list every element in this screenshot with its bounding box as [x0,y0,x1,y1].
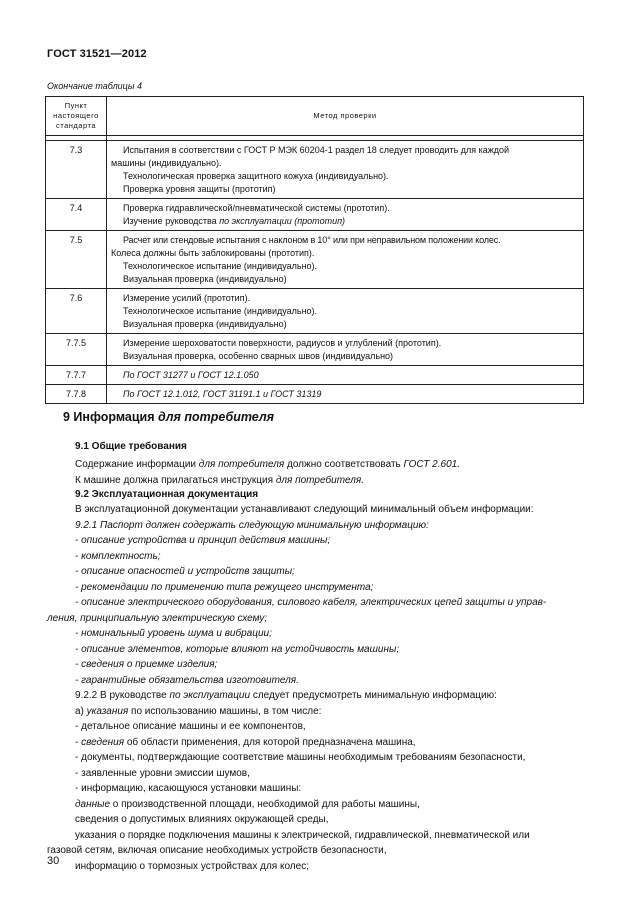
method-line: Испытания в соответствии с ГОСТ Р МЭК 60204-1 раздел 18 следует проводить для каждой [123,145,510,155]
text-run-italic: для потребителя [198,459,285,470]
subsection-9-1-body [47,457,584,488]
list-item-continuation: ления, принципиальную электрическую схему; [47,612,268,624]
method-line: Колеса должны быть заблокированы (прототип). [111,248,315,258]
text-run: К машине должна прилагаться инструкция [75,474,276,486]
list-item: - комплектность; [75,550,161,562]
text-run-italic: сведения [81,736,125,748]
list-item: указания о порядке подключения машины к электрической, гидравлической, пневматической или [75,829,530,841]
text-run-italic: для потребителя. [275,474,365,486]
list-item-continuation: газовой сетям, включая описание необходимых устройств безопасности, [47,845,387,856]
list-item: - описание устройства и принцип действия машины; [75,535,331,546]
table-row [46,385,584,404]
text-run: должно соответствовать [284,459,404,470]
table-row [46,141,584,199]
text-run: - [75,736,82,748]
paragraph [47,473,584,489]
list-item: - детальное описание машины и ее компонентов, [75,721,306,732]
method-line: Измерение усилий (прототип). [123,293,251,303]
method-line: По ГОСТ 31277 и ГОСТ 12.1.050 [123,370,259,380]
method-line: Визуальная проверка, особенно сварных швов (индивидуально) [123,351,394,361]
method-line [123,215,579,228]
method-text: Изучение руководства [123,216,217,226]
method-line: Проверка уровня защиты (прототип) [123,184,276,194]
clause-number: 7.7.8 [46,385,107,404]
text-run: следует предусмотреть минимальную информацию: [250,690,497,701]
text-run: по использованию машины, в том числе: [128,705,322,717]
subsection-9-2-body [47,502,584,874]
method-line: Проверка гидравлической/пневматической системы (прототип). [123,203,390,213]
paragraph: В эксплуатационной документации устанавливают следующий минимальный объем информации: [75,504,534,515]
method-cell [107,334,584,366]
section-title-italic: для потребителя [158,410,275,424]
list-item: - рекомендации по применению типа режущего инструмента; [75,581,374,593]
method-cell [107,141,584,199]
list-item [47,704,584,720]
table-row [46,334,584,366]
clause-number: 7.3 [46,141,107,199]
list-item: - информацию, касающуюся установки машины: [75,783,302,794]
text-run-italic: ГОСТ 2.601. [403,459,460,470]
clause-number: 7.6 [46,289,107,334]
list-item: - гарантийные обязательства изготовителя. [75,674,299,686]
clause-number: 7.4 [46,199,107,231]
table-header-row [46,97,584,136]
method-text-italic: по эксплуатации (прототип) [219,216,346,226]
clause-number: 7.7.5 [46,334,107,366]
section-title-text: 9 Информация [63,410,159,424]
table-caption: Окончание таблицы 4 [47,81,142,91]
method-line: По ГОСТ 12.1.012, ГОСТ 31191.1 и ГОСТ 31319 [123,389,322,399]
text-run: Содержание информации [75,459,199,470]
list-item: - описание элементов, которые влияют на устойчивость машины; [75,643,400,655]
paragraph [47,457,584,473]
table-row [46,231,584,289]
method-line: Технологическая проверка защитного кожуха (индивидуально). [123,171,389,181]
subsection-9-1-title: 9.1 Общие требования [75,441,187,452]
text-run-italic: данные [75,798,111,810]
section-9-title [63,410,274,424]
list-item: - заявленные уровни эмиссии шумов, [75,767,250,779]
table-row [46,289,584,334]
method-line: Технологическое испытание (индивидуально). [123,261,318,271]
text-run-italic: по эксплуатации [169,690,251,701]
text-run-italic: указания [86,705,129,717]
text-run: о производственной площади, необходимой для работы машины, [110,798,420,810]
list-item: - описание электрического оборудования, силового кабеля, электрических цепей защиты и управ- [75,597,547,608]
paragraph [47,688,584,704]
method-line: Визуальная проверка (индивидуально) [123,319,287,329]
col-header-method: Метод проверки [107,97,584,136]
list-item: информацию о тормозных устройствах для колес; [75,860,309,872]
method-cell [107,366,584,385]
method-line: Технологическое испытание (индивидуально). [123,306,318,316]
table-row [46,199,584,231]
list-item [47,735,584,751]
clause-number: 7.5 [46,231,107,289]
clause-number: 7.7.7 [46,366,107,385]
text-run: об области применения, для которой предназначена машина, [124,736,416,748]
list-item: - номинальный уровень шума и вибрации; [75,628,272,639]
list-item: - сведения о приемке изделия; [75,659,218,670]
table-4 [45,96,584,404]
method-line: Визуальная проверка (индивидуально) [123,274,287,284]
text-run: а) [75,705,87,717]
list-item: - документы, подтверждающие соответствие машины необходимым требованиям безопасности, [75,752,526,763]
page-number: 30 [47,855,60,867]
method-line: Расчет или стендовые испытания с наклоном в 10° или при неправильном положении колес. [123,235,501,245]
text-run: 9.2.2 В руководстве [75,690,170,701]
method-cell [107,199,584,231]
table-row [46,366,584,385]
list-item: сведения о допустимых влияниях окружающей среды, [75,814,329,825]
list-item [47,797,584,813]
col-header-clause: Пункт настоящего стандарта [46,97,107,136]
method-cell [107,385,584,404]
document-header: ГОСТ 31521—2012 [47,48,147,60]
method-cell [107,231,584,289]
method-line: машины (индивидуально). [111,158,222,168]
method-cell [107,289,584,334]
subsection-9-2-title: 9.2 Эксплуатационная документация [75,489,259,500]
method-line: Измерение шероховатости поверхности, радиусов и углублений (прототип). [123,338,442,348]
paragraph: 9.2.1 Паспорт должен содержать следующую минимальную информацию: [75,519,429,531]
list-item: - описание опасностей и устройств защиты; [75,566,295,577]
